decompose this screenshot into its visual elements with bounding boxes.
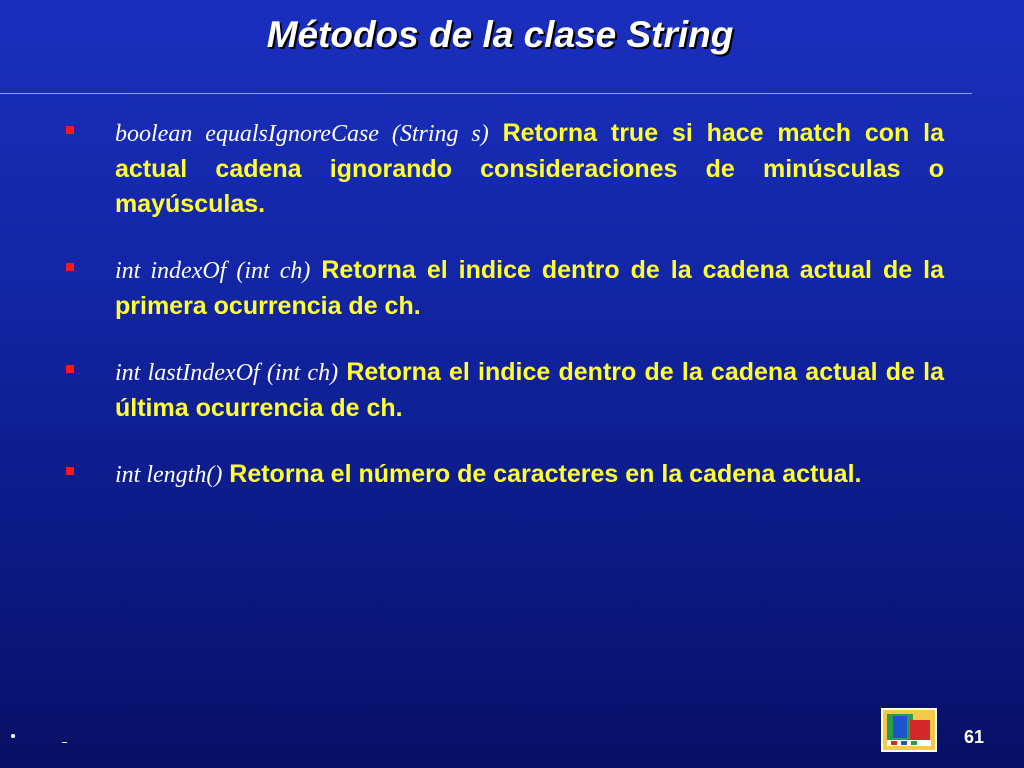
method-description: Retorna el indice dentro de la cadena actual de la primera ocurrencia de ch. [115,256,944,320]
page-number: 61 [964,727,985,747]
method-signature: int indexOf (int ch) [115,258,311,284]
footer-bullet-icon [11,734,15,738]
method-signature: int length() [115,462,223,488]
slide-title: Métodos de la clase String [266,14,734,55]
method-description: Retorna true si hace match con la actual cadena ignorando consideraciones de minúsculas o mayúsculas. [115,119,945,218]
square-bullet-icon [66,263,74,271]
bullet-text [115,116,944,222]
square-bullet-icon [66,365,74,373]
square-bullet-icon [66,126,74,134]
list-item [0,253,944,324]
bullet-text [115,253,944,324]
method-signature: boolean equalsIgnoreCase (String s) [115,121,489,147]
list-item [0,457,944,493]
title-divider [0,93,972,94]
method-description: Retorna el número de caracteres en la cadena actual. [229,460,862,488]
method-description: Retorna el indice dentro de la cadena actual de la última ocurrencia de ch. [115,358,945,422]
list-item [0,355,944,426]
bullet-text [115,457,944,493]
presentation-logo-icon [881,708,937,752]
bullet-text [115,355,944,426]
method-signature: int lastIndexOf (int ch) [115,360,339,386]
list-item [0,116,944,222]
bullet-list [0,116,1024,524]
footer-dash [62,742,67,743]
square-bullet-icon [66,467,74,475]
